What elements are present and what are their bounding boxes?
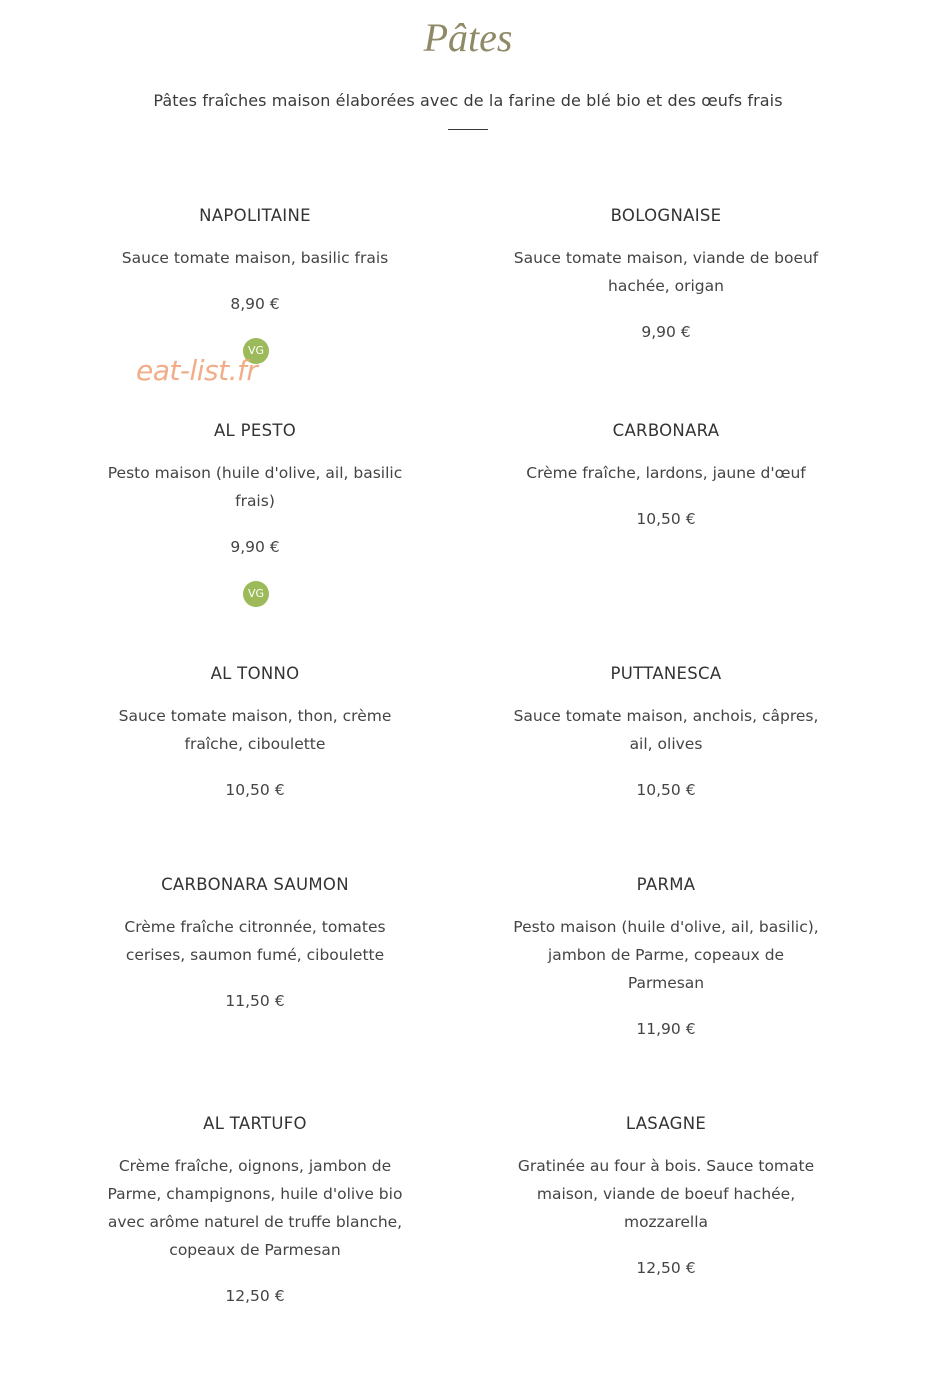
item-price: 8,90 € [230, 295, 280, 313]
item-description: Gratinée au four à bois. Sauce tomate maison, viande de boeuf hachée, mozzarella [517, 1157, 815, 1231]
item-name: CARBONARA [612, 421, 720, 440]
title-divider [448, 129, 488, 130]
item-name: PARMA [636, 875, 696, 894]
item-description: Crème fraîche, lardons, jaune d'œuf [526, 464, 806, 482]
menu-item-al-tonno [90, 664, 420, 800]
watermark: eat-list.fr [136, 354, 258, 387]
menu-item-lasagne [501, 1114, 831, 1278]
vg-icon: VG [243, 581, 269, 607]
item-description: Pesto maison (huile d'olive, ail, basilic frais) [107, 464, 403, 510]
item-price: 11,90 € [636, 1020, 696, 1038]
menu-item-bolognaise [501, 206, 831, 342]
item-price: 10,50 € [636, 510, 696, 528]
item-name: PUTTANESCA [610, 664, 722, 683]
vg-icon: VG [243, 338, 269, 364]
item-name: AL PESTO [213, 421, 297, 440]
item-description: Sauce tomate maison, anchois, câpres, ail, olives [513, 707, 819, 753]
item-name: BOLOGNAISE [610, 206, 722, 225]
item-name: AL TARTUFO [203, 1114, 307, 1133]
item-name: LASAGNE [625, 1114, 707, 1133]
menu-item-carbonara-saumon [90, 875, 420, 1011]
menu-item-puttanesca [501, 664, 831, 800]
item-name: AL TONNO [210, 664, 300, 683]
item-description: Sauce tomate maison, thon, crème fraîche, ciboulette [118, 707, 392, 753]
item-price: 9,90 € [641, 323, 691, 341]
item-price: 11,50 € [225, 992, 285, 1010]
item-description: Sauce tomate maison, basilic frais [121, 249, 389, 267]
item-description: Crème fraîche, oignons, jambon de Parme, champignons, huile d'olive bio avec arôme naturel de truffe blanche, copeaux de Parmesan [107, 1157, 403, 1259]
menu-item-parma [501, 875, 831, 1039]
item-description: Pesto maison (huile d'olive, ail, basilic), jambon de Parme, copeaux de Parmesan [513, 918, 819, 992]
menu-item-napolitaine [90, 206, 420, 314]
item-price: 12,50 € [636, 1259, 696, 1277]
item-description: Crème fraîche citronnée, tomates cerises, saumon fumé, ciboulette [124, 918, 386, 964]
page-title: Pâtes [423, 15, 513, 60]
menu-item-carbonara [501, 421, 831, 529]
item-name: CARBONARA SAUMON [161, 875, 349, 894]
item-description: Sauce tomate maison, viande de boeuf hachée, origan [513, 249, 819, 295]
vegetarian-badge [243, 581, 269, 607]
menu-item-al-tartufo [90, 1114, 420, 1306]
item-price: 10,50 € [225, 781, 285, 799]
item-name: NAPOLITAINE [199, 206, 311, 225]
item-price: 10,50 € [636, 781, 696, 799]
item-price: 12,50 € [225, 1287, 285, 1305]
item-price: 9,90 € [230, 538, 280, 556]
page-subtitle: Pâtes fraîches maison élaborées avec de la farine de blé bio et des œufs frais [153, 91, 783, 110]
menu-item-al-pesto [90, 421, 420, 557]
